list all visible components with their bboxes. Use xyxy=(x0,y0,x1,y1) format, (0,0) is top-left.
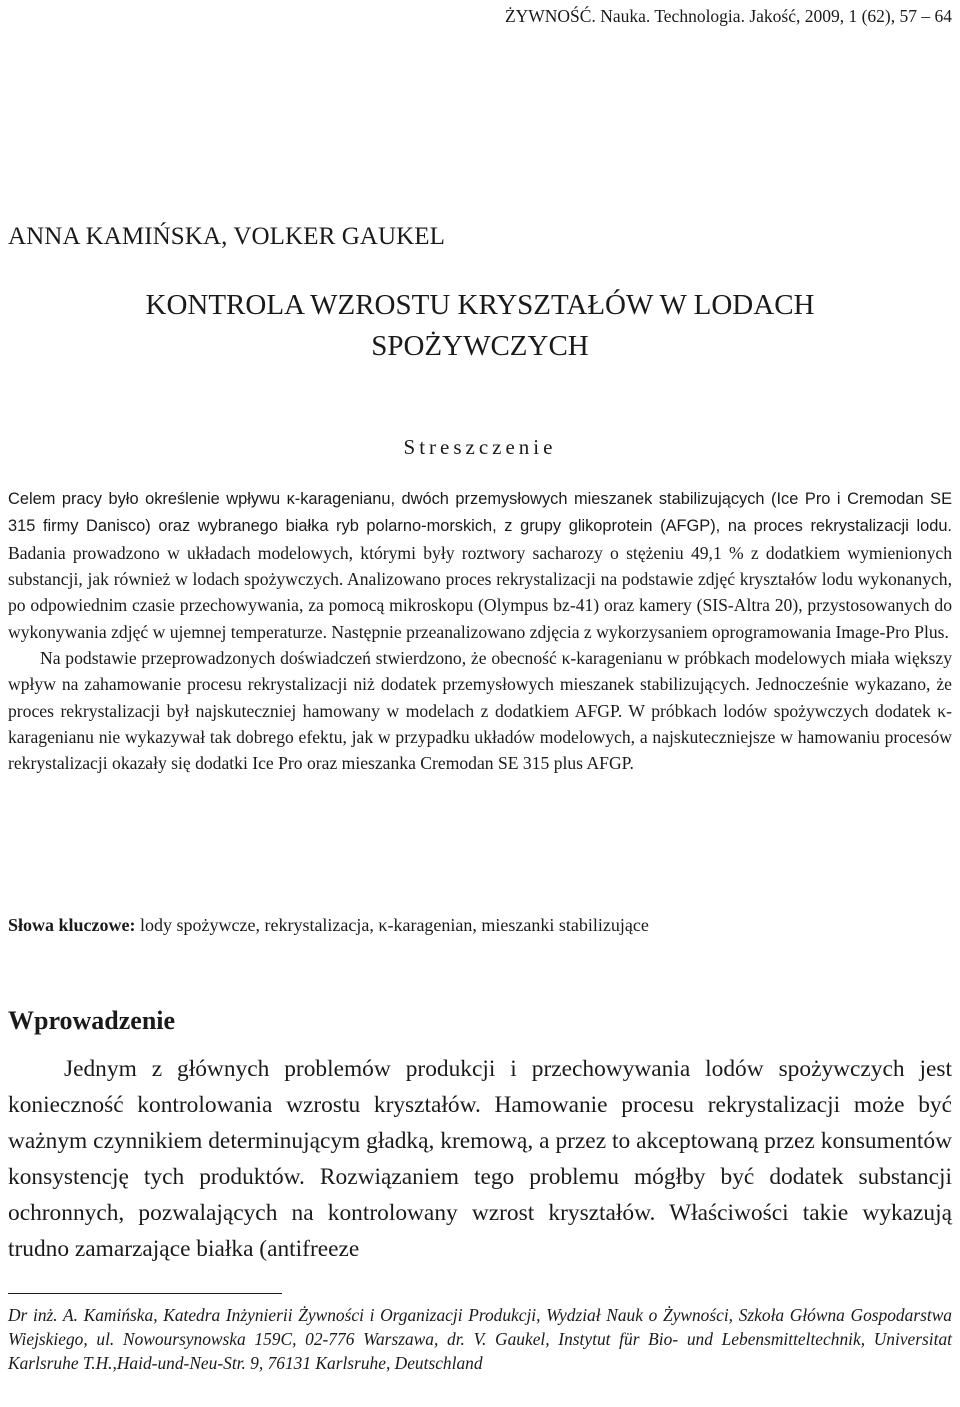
abstract-paragraph-1-methods: Badania prowadzono w układach modelowych, którymi były roztwory sacharozy o stężeniu 49,1 % z dodatkiem wymienionych substancji, jak również w lodach spożywczych. Analizowano proces rekrystalizacji na podstawie zdjęć kryształów lodu wykonanych, po odpowiednim czasie przechowywania, za pomocą mikroskopu (Olympus bz-41) oraz kamery (SIS-Altra 20), przystosowanych do wykonywania zdjęć w ujemnej temperaturze. Następnie przeanalizowano zdjęcia z wykorzysaniem oprogramowania Image-Pro Plus. xyxy=(8,542,952,642)
section-heading-introduction: Wprowadzenie xyxy=(8,1006,176,1035)
author-affiliation-footnote xyxy=(8,1303,952,1376)
footnote-divider xyxy=(8,1293,282,1294)
footnote-text: Dr inż. A. Kamińska, Katedra Inżynierii Żywności i Organizacji Produkcji, Wydział Nauk o Żywności, Szkoła Główna Gospodarstwa Wiejskiego, ul. Nowoursynowska 159C, 02-776 Warszawa, dr. V. Gaukel, Instytut für Bio- und Lebensmitteltechnik, Universitat Karlsruhe T.H.,Haid-und-Neu-Str. 9, 76131 Karlsruhe, Deutschland xyxy=(8,1305,952,1374)
keywords xyxy=(8,912,952,938)
abstract-body xyxy=(8,485,952,777)
keywords-text: lody spożywcze, rekrystalizacja, κ-karagenian, mieszanki stabilizujące xyxy=(135,915,649,935)
abstract-heading: Streszczenie xyxy=(403,435,557,459)
abstract-paragraph-1-aim: Celem pracy było określenie wpływu κ-karagenianu, dwóch przemysłowych mieszanek stabilizujących (Ice Pro i Cremodan SE 315 firmy Danisco) oraz wybranego białka ryb polarno-morskich, z grupy glikoprotein (AFGP), na proces rekrystalizacji lodu. xyxy=(8,490,952,536)
abstract-paragraph-2: Na podstawie przeprowadzonych doświadczeń stwierdzono, że obecność κ-karagenianu w próbkach modelowych miała większy wpływ na zahamowanie procesu rekrystalizacji niż dodatek przemysłowych mieszanek stabilizujących. Jednocześnie wykazano, że proces rekrystalizacji był najskuteczniej hamowany w modelach z dodatkiem AFGP. W próbkach lodów spożywczych dodatek κ-karagenianu nie wykazywał tak dobrego efektu, jak w przypadku układów modelowych, a najskuteczniejsze w hamowaniu procesów rekrystalizacji okazały się dodatki Ice Pro oraz mieszanka Cremodan SE 315 plus AFGP. xyxy=(8,648,952,774)
article-title xyxy=(8,285,952,367)
article-title-line-1: KONTROLA WZROSTU KRYSZTAŁÓW W LODACH xyxy=(145,289,815,321)
introduction-body xyxy=(8,1051,952,1268)
running-header: ŻYWNOŚĆ. Nauka. Technologia. Jakość, 2009, 1 (62), 57 – 64 xyxy=(504,6,952,26)
keywords-label: Słowa kluczowe: xyxy=(8,915,136,935)
abstract-paragraph-1 xyxy=(8,485,952,645)
article-title-line-2: SPOŻYWCZYCH xyxy=(371,330,589,362)
introduction-paragraph: Jednym z głównych problemów produkcji i przechowywania lodów spożywczych jest konieczność kontrolowania wzrostu kryształów. Hamowanie procesu rekrystalizacji może być ważnym czynnikiem determinującym gładką, kremową, a przez to akceptowaną przez konsumentów konsystencję tych produktów. Rozwiązaniem tego problemu mógłby być dodatek substancji ochronnych, pozwalających na kontrolowany wzrost kryształów. Właściwości takie wykazują trudno zamarzające białka (antifreeze xyxy=(8,1056,952,1263)
article-authors: ANNA KAMIŃSKA, VOLKER GAUKEL xyxy=(8,223,446,250)
